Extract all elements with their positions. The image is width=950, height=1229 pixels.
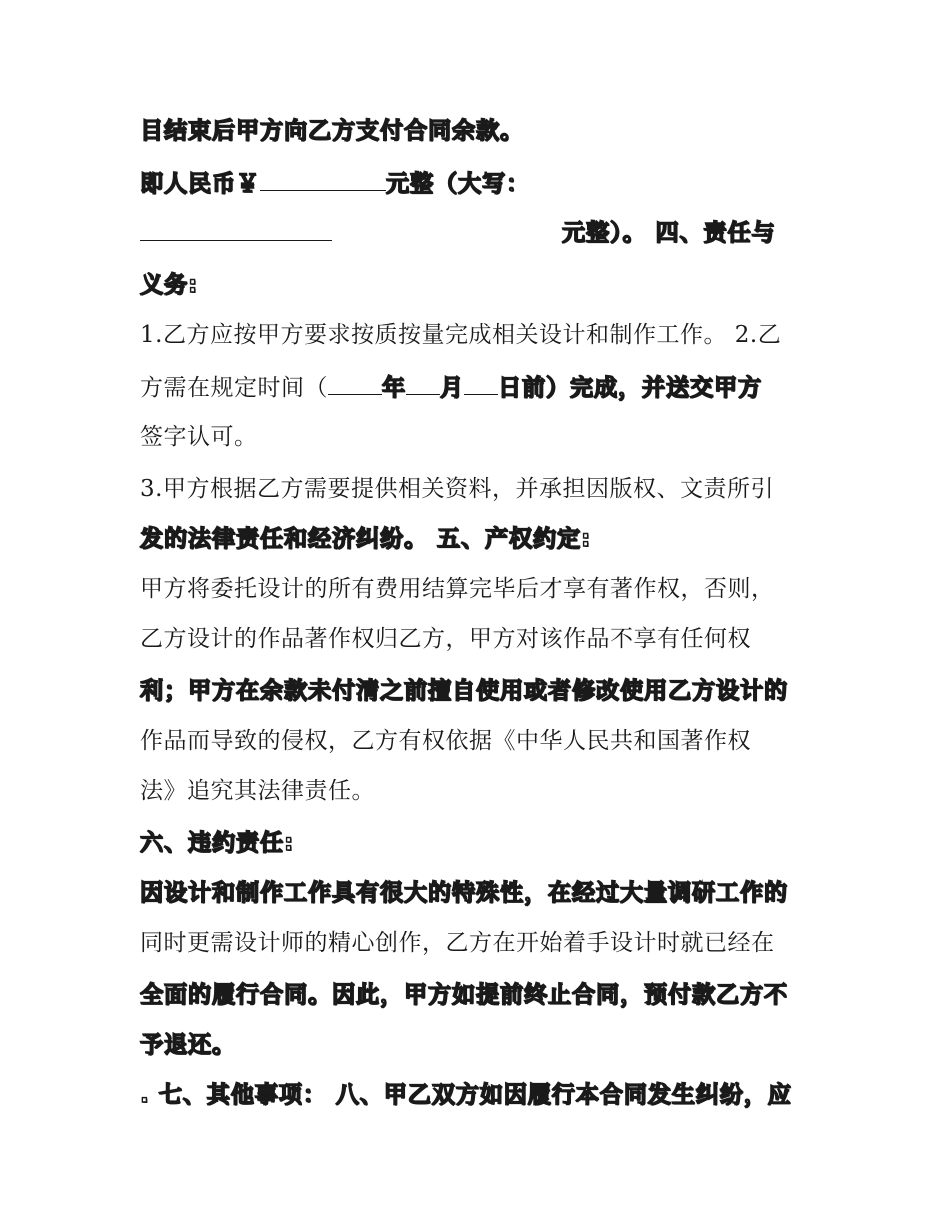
text-line-12-content: 利；甲方在余款未付清之前擅自使用或者修改使用乙方设计的 bbox=[140, 678, 788, 704]
text-line-2 bbox=[140, 168, 530, 199]
text-line-14-content: 法》追究其法律责任。 bbox=[140, 778, 375, 804]
text-line-6 bbox=[140, 372, 762, 403]
text-line-4-content: 义务: bbox=[140, 272, 199, 298]
text-line-20-content: . 七、其他事项： 八、甲乙双方如因履行本合同发生纠纷，应 bbox=[140, 1082, 792, 1108]
text-line-9 bbox=[140, 524, 591, 554]
text-line-5-content: 1.乙方应按甲方要求按质按量完成相关设计和制作工作。 2.乙 bbox=[140, 322, 782, 348]
text-line-3 bbox=[140, 218, 820, 249]
text-line-18-content: 全面的履行合同。因此，甲方如提前终止合同，预付款乙方不 bbox=[140, 982, 788, 1008]
year-blank bbox=[328, 372, 382, 395]
text-line-1-content: 目结束后甲方向乙方支付合同余款。 bbox=[140, 118, 524, 144]
amount-suffix: 元整（大写： bbox=[386, 171, 530, 197]
text-line-19 bbox=[140, 1030, 236, 1060]
text-line-14 bbox=[140, 776, 375, 806]
text-line-8 bbox=[140, 474, 774, 504]
text-line-1 bbox=[140, 116, 524, 146]
text-line-16 bbox=[140, 878, 788, 908]
text-line-20 bbox=[140, 1080, 792, 1110]
text-line-10 bbox=[140, 574, 775, 604]
month-blank bbox=[406, 372, 440, 395]
text-line-4 bbox=[140, 270, 198, 300]
text-line-10-content: 甲方将委托设计的所有费用结算完毕后才享有著作权，否则， bbox=[140, 576, 775, 602]
deadline-suffix: 日前）完成，并送交甲方 bbox=[498, 375, 762, 401]
text-line-12 bbox=[140, 676, 788, 706]
text-line-11 bbox=[140, 624, 751, 654]
text-line-17 bbox=[140, 928, 775, 958]
amount-blank bbox=[260, 168, 386, 191]
text-line-5 bbox=[140, 320, 781, 350]
text-line-19-content: 予退还。 bbox=[140, 1032, 236, 1058]
month-label: 月 bbox=[440, 375, 464, 401]
text-line-3-right: 元整）。 四、责任与 bbox=[562, 220, 776, 246]
text-line-18 bbox=[140, 980, 788, 1010]
day-blank bbox=[464, 372, 498, 395]
text-line-9-content: 发的法律责任和经济纠纷。 五、产权约定: bbox=[140, 526, 592, 552]
year-label: 年 bbox=[382, 375, 406, 401]
text-line-13 bbox=[140, 726, 751, 756]
section-heading-breach bbox=[140, 828, 294, 858]
text-line-7 bbox=[140, 422, 258, 452]
amount-prefix: 即人民币￥ bbox=[140, 171, 260, 197]
deadline-prefix: 方需在规定时间（ bbox=[140, 375, 328, 401]
capital-amount-blank bbox=[140, 218, 332, 241]
text-line-13-content: 作品而导致的侵权，乙方有权依据《中华人民共和国著作权 bbox=[140, 728, 751, 754]
text-line-17-content: 同时更需设计师的精心创作，乙方在开始着手设计时就已经在 bbox=[140, 930, 775, 956]
text-line-7-content: 签字认可。 bbox=[140, 424, 258, 450]
text-line-11-content: 乙方设计的作品著作权归乙方，甲方对该作品不享有任何权 bbox=[140, 626, 751, 652]
text-line-15-content: 六、违约责任: bbox=[140, 830, 295, 856]
text-line-16-content: 因设计和制作工作具有很大的特殊性，在经过大量调研工作的 bbox=[140, 880, 788, 906]
text-line-8-content: 3.甲方根据乙方需要提供相关资料，并承担因版权、文责所引 bbox=[140, 476, 774, 502]
